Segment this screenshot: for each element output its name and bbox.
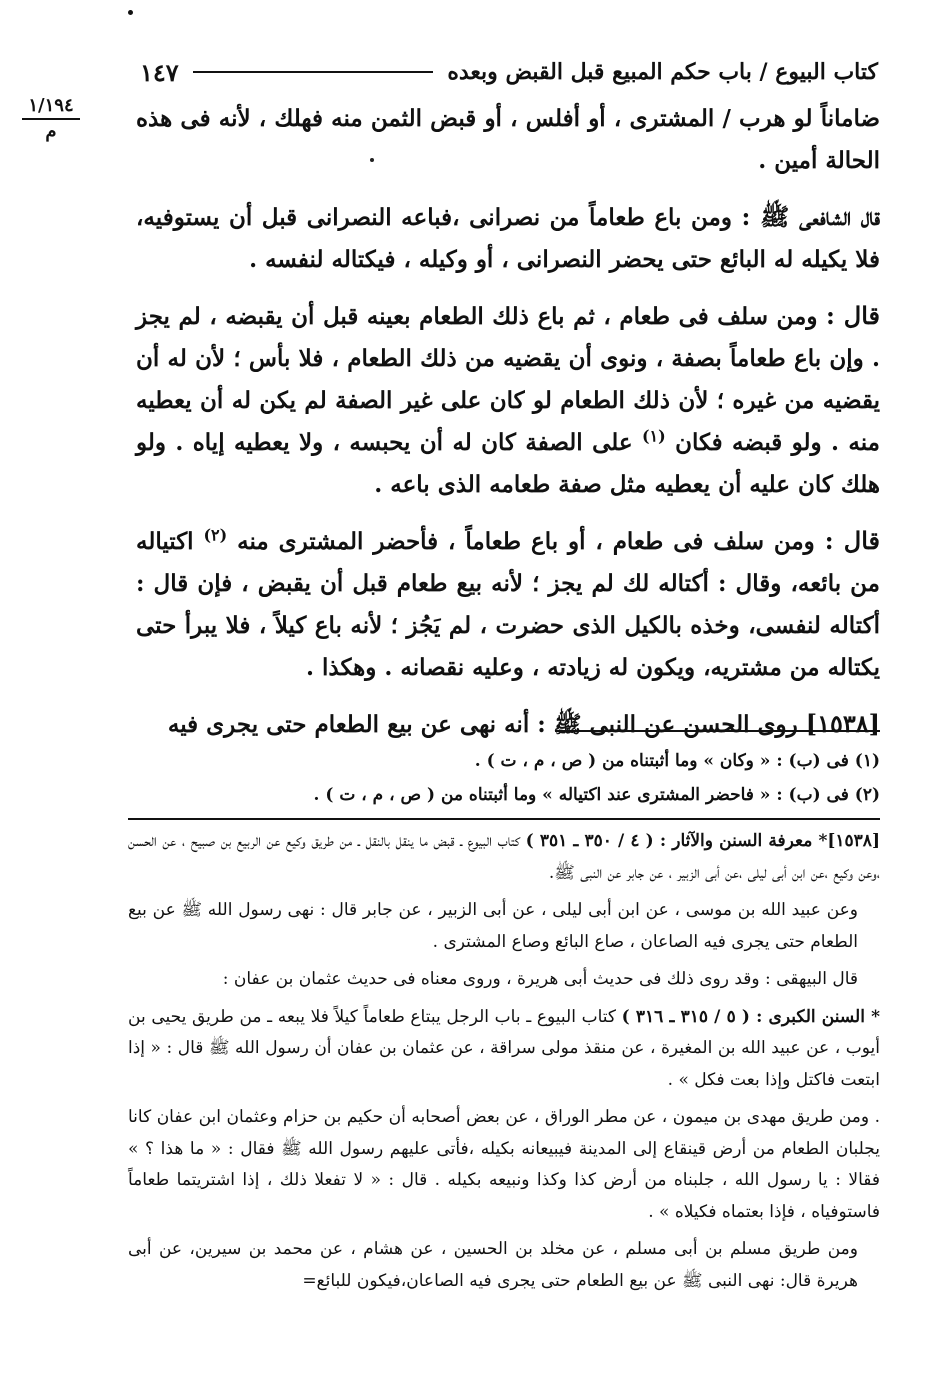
paragraph-lead: قال : [826, 301, 881, 330]
paragraph-text: اكتياله من بائعه، وقال : أكتاله لك لم يجز ؛ لأنه بيع طعام قبل أن يقبض ، فإن قال : أكتاله لنفسى، وخذه بالكيل الذى حضرت ، لم يَجُز ؛ لأنه باع كيلاً ، فلا يبرأ حتى يكتاله من مشتريه، ويكون له زيادته ، وعليه نقصانه . وهكذا . [136, 528, 880, 681]
running-header [140, 52, 878, 92]
main-paragraph [136, 703, 880, 746]
hadith-number: [١٥٣٨] [805, 709, 880, 738]
footnote: (٢) فى (ب) : « فاحضر المشترى عند اكتياله » وما أثبتناه من ( ص ، م ، ت ) . [313, 785, 880, 805]
header-rule [193, 71, 434, 73]
commentary-paragraph [128, 964, 880, 996]
footnotes [140, 744, 880, 812]
commentary-paragraph [128, 1234, 880, 1297]
commentary-text: . ومن طريق مهدى بن ميمون ، عن مطر الوراق ، عن بعض أصحابه أن حكيم بن حزام وعثمان ابن عفان كانا يجلبان الطعام من أرض قينقاع إلى المدينة فيبيعانه بكيله ،فأتى عليهم رسول الله ﷺ فقال : « ما هذا ؟ » فقالا : يا رسول الله ، جلبناه من أرض كذا وكذا ونبيعه بكيله . قال : « لا تفعلا ذلك ، إذا اشتريتما طعاماً فاستوفياه ، فإذا بعتماه فكيلاه » . [128, 1107, 880, 1222]
commentary-text: كتاب البيوع ـ باب الرجل يبتاع طعاماً كيلاً فلا يبعه ـ من طريق يحيى بن أيوب ، عن عبيد الله بن المغيرة ، عن منقذ مولى سراقة ، عن عثمان بن عفان أن رسول الله ﷺ قال : « إذا ابتعت فاكتل وإذا بعت فكل » . [128, 1006, 880, 1090]
main-paragraph [136, 98, 880, 182]
paragraph-text: ضاماناً لو هرب / المشترى ، أو أفلس ، أو قبض الثمن منه فهلك ، لأنه فى هذه الحالة أمين . [136, 105, 880, 174]
margin-reference [22, 96, 80, 142]
commentary-text: وعن عبيد الله بن موسى ، عن ابن أبى ليلى ، عن أبى الزبير ، عن جابر قال : نهى رسول الله ﷺ عن بيع الطعام حتى يجرى فيه الصاعان ، صاع البائع وصاع المشترى . [128, 900, 858, 952]
main-paragraph [136, 295, 880, 506]
commentary-paragraph [128, 1002, 880, 1097]
commentary [128, 826, 880, 1303]
footnote-marker: (١) [641, 426, 666, 446]
footnote: (١) فى (ب) : « وكان » وما أثبتناه من ( ص ، م ، ت ) . [474, 751, 880, 771]
paragraph-lead: قال الشافعى ﷺ : [741, 202, 880, 231]
commentary-text: ومن طريق مسلم بن أبى مسلم ، عن مخلد بن الحسين ، عن هشام ، عن محمد بن سيرين، عن أبى هريرة قال: نهى النبى ﷺ عن بيع الطعام حتى يجرى فيه الصاعان،فيكون للبائع= [128, 1239, 858, 1291]
paragraph-text: على الصفة كان له أن يحبسه ، ولا يعطيه إياه . ولو هلك كان عليه أن يعطيه مثل صفة طعامه الذى باعه . [136, 429, 880, 498]
paragraph-text: ومن باع طعاماً من نصرانى ،فباعه النصرانى قبل أن يستوفيه، فلا يكيله له البائع حتى يحضر النصرانى ، أو وكيله ، فيكتاله لنفسه . [136, 204, 880, 273]
main-text [136, 98, 880, 760]
commentary-text: قال البيهقى : وقد روى ذلك فى حديث أبى هريرة ، وروى معناه فى حديث عثمان بن عفان : [222, 969, 858, 989]
footnote-marker: (٢) [203, 525, 228, 545]
commentary-paragraph [128, 1102, 880, 1228]
commentary-lead: * السنن الكبرى : ( ٥ / ٣١٥ ـ ٣١٦ ) [621, 1006, 880, 1027]
paragraph-text: ومن سلف فى طعام ، أو باع طعاماً ، فأحضر المشترى منه [237, 528, 815, 555]
header-title: كتاب البيوع / باب حكم المبيع قبل القبض وبعده [447, 59, 878, 85]
commentary-paragraph [128, 895, 880, 958]
commentary-text: كتاب البيوع ـ قبض ما ينقل بالنقل ـ من طريق وكيع عن الربيع بن صبيح ، عن الحسن ،وعن وكيع ،عن ابن أبى ليلى ،عن أبى الزبير ، عن جابر عن النبى ﷺ. [128, 831, 880, 883]
commentary-paragraph [128, 826, 880, 889]
main-paragraph [136, 196, 880, 281]
footnote-separator [555, 730, 880, 732]
page-number: ١٤٧ [140, 57, 179, 87]
ink-speck [128, 10, 133, 15]
main-paragraph [136, 520, 880, 689]
paragraph-lead: قال : [824, 526, 881, 555]
paragraph-text: روى الحسن عن النبى ﷺ : أنه نهى عن بيع الطعام حتى يجرى فيه [167, 711, 798, 738]
margin-reference-folio: ١/١٩٤ [22, 96, 80, 120]
commentary-separator [128, 818, 880, 820]
paragraph-text: ومن سلف فى طعام ، ثم باع ذلك الطعام بعينه قبل أن يقبضه ، لم يجز . وإن باع طعاماً بصفة ، ونوى أن يقضيه من ذلك الطعام ، فلا بأس ؛ لأن له أن يقضيه من غيره ؛ لأن ذلك الطعام لو كان على غير الصفة لم يكن له أن يعطيه منه . ولو قبضه فكان [136, 303, 880, 456]
margin-reference-manuscript: م [45, 120, 57, 142]
commentary-lead: [١٥٣٨]* معرفة السنن والآثار : ( ٤ / ٣٥٠ ـ ٣٥١ ) [525, 831, 880, 851]
